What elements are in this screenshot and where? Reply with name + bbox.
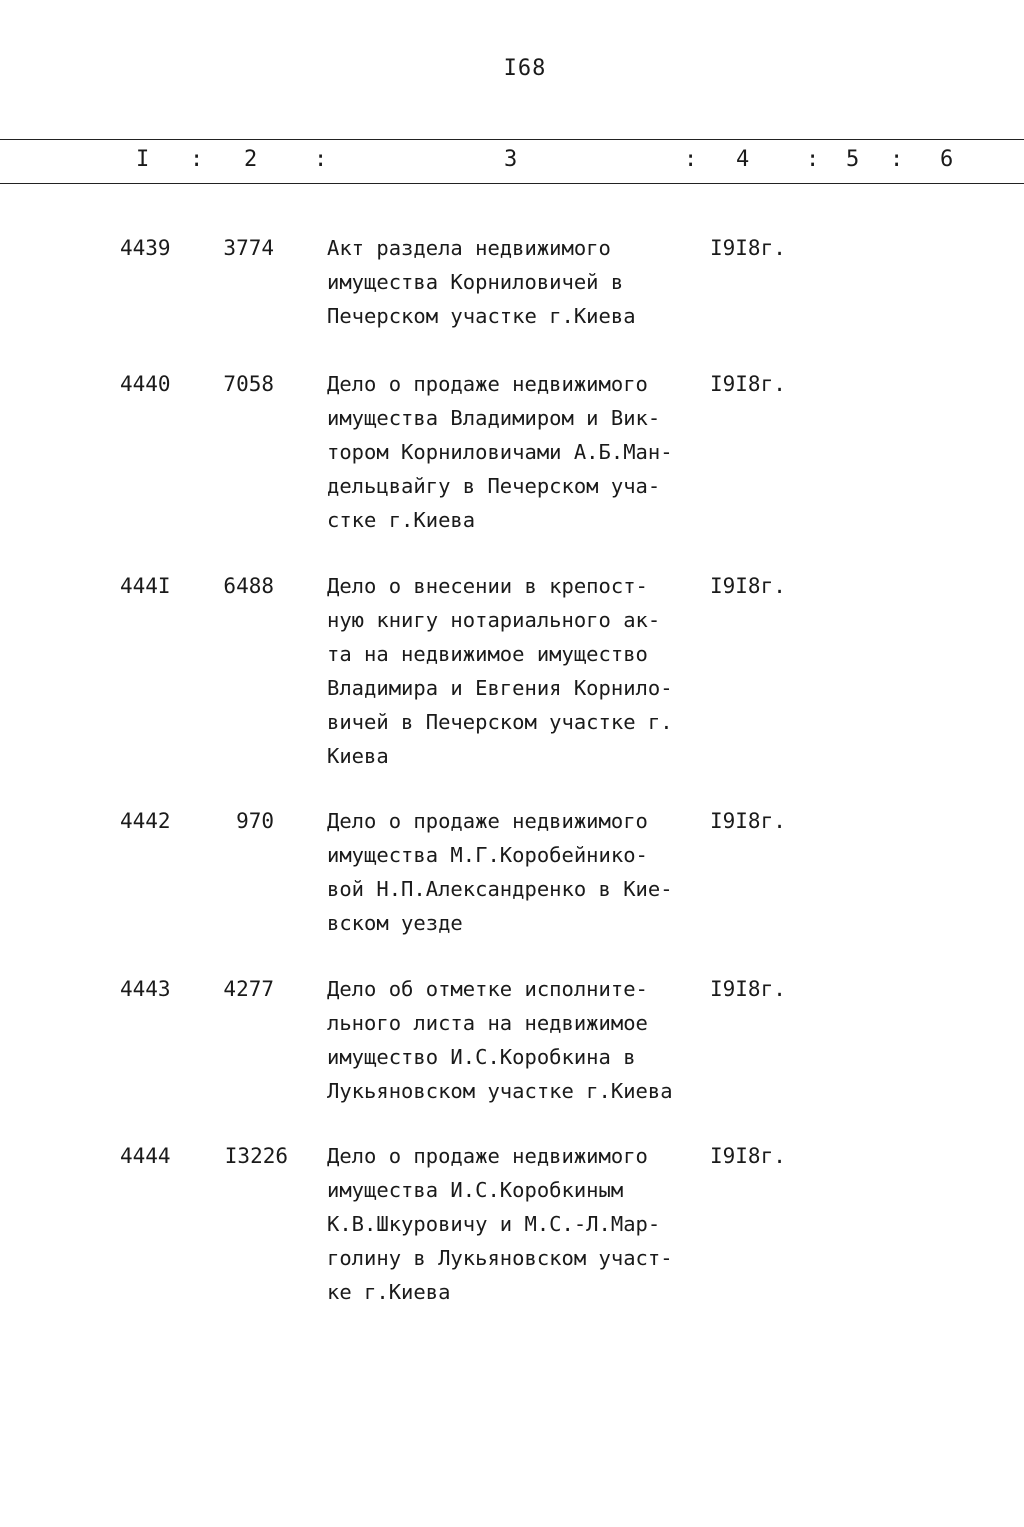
column-header-1: I xyxy=(136,147,150,172)
entry-description: Дело о продаже недвижимого имущества И.С.Коробкиным К.В.Шкуровичу и М.С.-Л.Мар- голину в Лукьяновском участ- ке г.Киева xyxy=(327,1144,673,1304)
column-separator: : xyxy=(684,147,698,172)
entry-description: Дело об отметке исполните- льного листа на недвижимое имущество И.С.Коробкина в Лукьяновском участке г.Киева xyxy=(327,977,673,1103)
entry-number: 4440 xyxy=(120,372,171,396)
column-separator: : xyxy=(890,147,904,172)
entry-year: I9I8г. xyxy=(710,574,786,598)
column-header-4: 4 xyxy=(736,147,750,172)
column-header-3: 3 xyxy=(504,147,518,172)
file-number: 970 xyxy=(236,809,274,833)
column-header-5: 5 xyxy=(846,147,860,172)
entry-description: Дело о продаже недвижимого имущества М.Г.Коробейнико- вой Н.П.Александренко в Кие- вском уезде xyxy=(327,809,673,935)
column-separator: : xyxy=(314,147,328,172)
entry-description: Дело о внесении в крепост- ную книгу нотариального ак- та на недвижимое имущество Владимира и Евгения Корнило- вичей в Печерском участке г. Киева xyxy=(327,574,673,768)
file-number: 7058 xyxy=(223,372,274,396)
entry-year: I9I8г. xyxy=(710,977,786,1001)
entry-year: I9I8г. xyxy=(710,1144,786,1168)
header-top-rule xyxy=(0,139,1024,140)
column-separator: : xyxy=(190,147,204,172)
file-number: I3226 xyxy=(224,1144,288,1168)
column-header-6: 6 xyxy=(940,147,954,172)
entry-number: 4443 xyxy=(120,977,171,1001)
file-number: 6488 xyxy=(223,574,274,598)
column-header-2: 2 xyxy=(244,147,258,172)
entry-number: 4439 xyxy=(120,236,171,260)
page-number: I68 xyxy=(503,56,547,81)
file-number: 4277 xyxy=(223,977,274,1001)
header-bottom-rule xyxy=(0,183,1024,184)
entry-year: I9I8г. xyxy=(710,236,786,260)
entry-number: 4442 xyxy=(120,809,171,833)
file-number: 3774 xyxy=(223,236,274,260)
entry-number: 4444 xyxy=(120,1144,171,1168)
entry-year: I9I8г. xyxy=(710,372,786,396)
entry-number: 444I xyxy=(120,574,171,598)
entry-year: I9I8г. xyxy=(710,809,786,833)
column-separator: : xyxy=(806,147,820,172)
entry-description: Дело о продаже недвижимого имущества Владимиром и Вик- тором Корниловичами А.Б.Ман- дельцвайгу в Печерском уча- стке г.Киева xyxy=(327,372,673,532)
entry-description: Акт раздела недвижимого имущества Корниловичей в Печерском участке г.Киева xyxy=(327,236,636,328)
